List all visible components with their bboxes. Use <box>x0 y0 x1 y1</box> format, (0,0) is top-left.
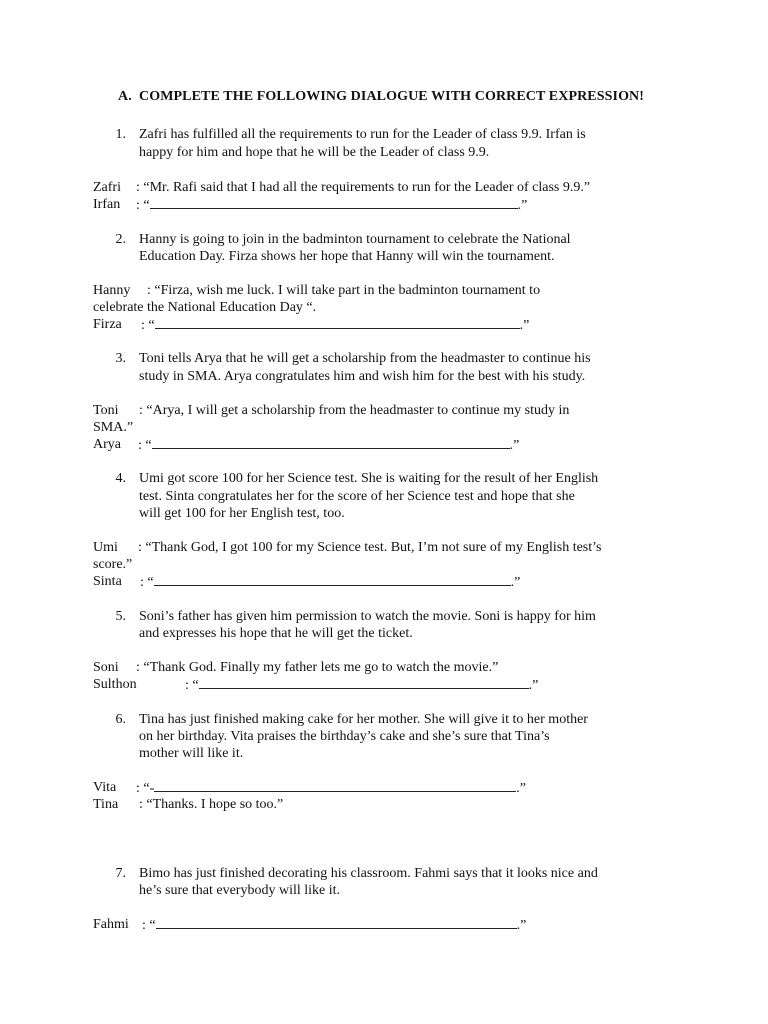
dialogue-line: : “Mr. Rafi said that I had all the requirements to run for the Leader of class 9.9.” <box>136 180 591 195</box>
dialogue-line: celebrate the National Education Day “. <box>93 300 317 315</box>
question-number: 4. <box>115 471 126 486</box>
answer-close: .” <box>516 918 527 933</box>
dialogue-line: : “Firza, wish me luck. I will take part in the badminton tournament to <box>147 283 541 298</box>
answer-line <box>185 676 538 694</box>
dialogue-line: : “Arya, I will get a scholarship from the headmaster to continue my study in <box>139 403 570 418</box>
answer-close: .” <box>519 318 530 333</box>
speaker-name: Toni <box>93 403 119 418</box>
situation-line: Umi got score 100 for her Science test. She is waiting for the result of her English <box>139 471 599 486</box>
answer-line <box>142 916 526 934</box>
situation-line: mother will like it. <box>139 746 244 761</box>
speaker-name: Arya <box>93 437 121 452</box>
dialogue-line: SMA.” <box>93 420 134 435</box>
situation-line: test. Sinta congratulates her for the score of her Science test and hope that she <box>139 489 575 504</box>
situation-line: study in SMA. Arya congratulates him and wish him for the best with his study. <box>139 369 586 384</box>
dialogue-line: score.” <box>93 557 133 572</box>
answer-line <box>136 196 527 214</box>
answer-open: : “ <box>141 318 155 333</box>
speaker-name: Hanny <box>93 283 131 298</box>
situation-line: Education Day. Firza shows her hope that Hanny will win the tournament. <box>139 249 555 264</box>
answer-close: .” <box>528 678 539 693</box>
question-number: 7. <box>115 866 126 881</box>
instruction-heading: COMPLETE THE FOLLOWING DIALOGUE WITH CORRECT EXPRESSION! <box>139 89 645 104</box>
answer-line <box>138 436 519 454</box>
dialogue-line: : “Thanks. I hope so too.” <box>139 797 284 812</box>
answer-blank[interactable] <box>154 573 511 586</box>
situation-line: Toni tells Arya that he will get a scholarship from the headmaster to continue his <box>139 351 591 366</box>
speaker-name: Vita <box>93 780 117 795</box>
answer-blank[interactable] <box>152 436 510 449</box>
situation-line: Hanny is going to join in the badminton tournament to celebrate the National <box>139 232 571 247</box>
dialogue-line: : “Thank God, I got 100 for my Science test. But, I’m not sure of my English test’s <box>138 540 602 555</box>
question-number: 6. <box>115 712 126 727</box>
question-number: 1. <box>115 127 126 142</box>
situation-line: and expresses his hope that he will get the ticket. <box>139 626 413 641</box>
speaker-name: Fahmi <box>93 917 129 932</box>
speaker-name: Tina <box>93 797 119 812</box>
question-number: 3. <box>115 351 126 366</box>
answer-blank[interactable] <box>156 916 517 929</box>
answer-blank[interactable] <box>154 779 516 792</box>
answer-open: : “ <box>136 198 150 213</box>
answer-close: .” <box>516 781 526 796</box>
situation-line: will get 100 for her English test, too. <box>139 506 345 521</box>
situation-line: happy for him and hope that he will be the Leader of class 9.9. <box>139 145 490 160</box>
question-number: 5. <box>115 609 126 624</box>
answer-blank[interactable] <box>155 316 520 329</box>
speaker-name: Zafri <box>93 180 121 195</box>
answer-close: .” <box>509 438 520 453</box>
situation-line: he’s sure that everybody will like it. <box>139 883 341 898</box>
dialogue-line: : “Thank God. Finally my father lets me go to watch the movie.” <box>136 660 499 675</box>
answer-open: : “ <box>142 918 156 933</box>
answer-close: .” <box>510 575 521 590</box>
answer-open: : “ <box>185 678 199 693</box>
situation-line: Tina has just finished making cake for her mother. She will give it to her mother <box>139 712 588 727</box>
situation-line: Soni’s father has given him permission to watch the movie. Soni is happy for him <box>139 609 596 624</box>
answer-close: .” <box>517 198 528 213</box>
situation-line: Zafri has fulfilled all the requirements to run for the Leader of class 9.9. Irfan is <box>139 127 586 142</box>
answer-line <box>136 779 526 797</box>
instruction-letter: A. <box>118 89 132 104</box>
answer-line <box>140 573 520 591</box>
speaker-name: Sulthon <box>93 677 137 692</box>
answer-blank[interactable] <box>150 196 518 209</box>
speaker-name: Soni <box>93 660 119 675</box>
answer-open: : “- <box>136 781 155 796</box>
speaker-name: Umi <box>93 540 118 555</box>
speaker-name: Sinta <box>93 574 122 589</box>
answer-open: : “ <box>140 575 154 590</box>
speaker-name: Irfan <box>93 197 121 212</box>
speaker-name: Firza <box>93 317 122 332</box>
answer-open: : “ <box>138 438 152 453</box>
situation-line: Bimo has just finished decorating his classroom. Fahmi says that it looks nice and <box>139 866 598 881</box>
situation-line: on her birthday. Vita praises the birthday’s cake and she’s sure that Tina’s <box>139 729 550 744</box>
answer-blank[interactable] <box>199 676 529 689</box>
answer-line <box>141 316 529 334</box>
question-number: 2. <box>115 232 126 247</box>
